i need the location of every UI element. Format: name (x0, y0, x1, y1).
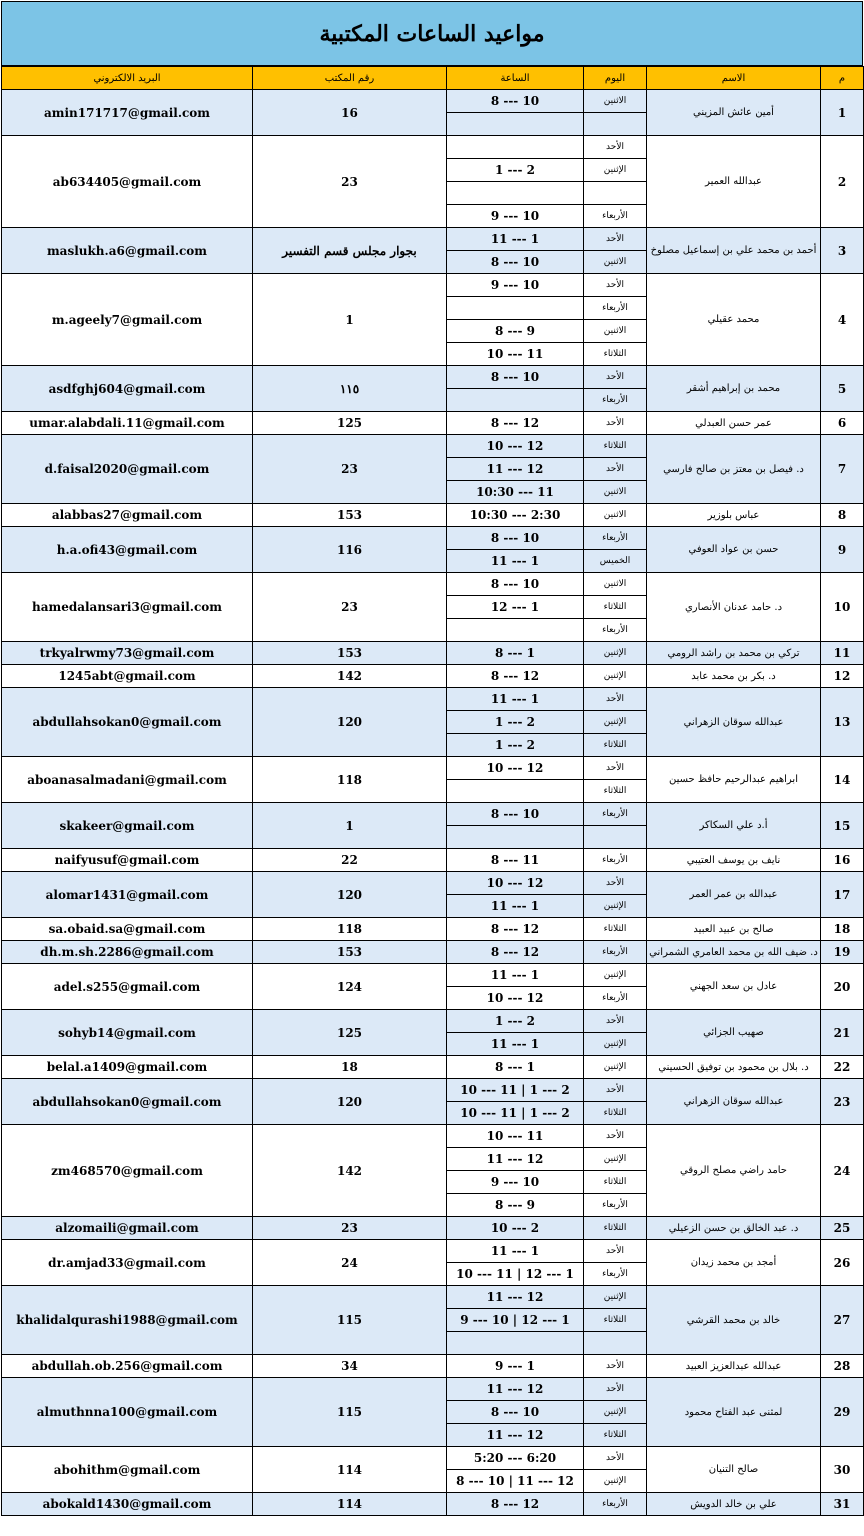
office-cell: 23 (253, 136, 447, 228)
day-cell: الاثنين (584, 481, 647, 504)
table-row (2, 872, 864, 895)
time-cell: 8 --- 12 (447, 412, 584, 435)
index-cell: 25 (821, 1217, 864, 1240)
page-title: مواعيد الساعات المكتبية (319, 20, 545, 47)
day-cell: الأحد (584, 1355, 647, 1378)
day-cell (584, 113, 647, 136)
index-cell: 10 (821, 573, 864, 642)
office-cell: 118 (253, 918, 447, 941)
index-cell: 9 (821, 527, 864, 573)
time-cell (447, 389, 584, 412)
office-cell: 1 (253, 803, 447, 849)
name-cell: أ.د علي السكاكر (647, 803, 821, 849)
name-cell: خالد بن محمد القرشي (647, 1286, 821, 1355)
email-cell: amin171717@gmail.com (2, 90, 253, 136)
time-cell (447, 1332, 584, 1355)
time-cell: 8 --- 10 (447, 90, 584, 113)
time-cell: 10:30 --- 2:30 (447, 504, 584, 527)
table-row (2, 1447, 864, 1470)
index-cell: 17 (821, 872, 864, 918)
index-cell: 19 (821, 941, 864, 964)
day-cell: الإثنين (584, 895, 647, 918)
time-cell: 12 --- 1 (447, 596, 584, 619)
time-cell: 10 --- 11 (447, 1125, 584, 1148)
time-cell: 8 --- 10 (447, 1401, 584, 1424)
index-cell: 26 (821, 1240, 864, 1286)
table-row (2, 1125, 864, 1148)
office-cell: 118 (253, 757, 447, 803)
day-cell: الأحد (584, 1447, 647, 1470)
name-cell: عبدالله بن عمر العمر (647, 872, 821, 918)
table-row (2, 803, 864, 826)
email-cell: abdullah.ob.256@gmail.com (2, 1355, 253, 1378)
time-cell: 8 --- 1 (447, 1056, 584, 1079)
day-cell: الأحد (584, 1240, 647, 1263)
table-row (2, 136, 864, 159)
day-cell: الأحد (584, 1010, 647, 1033)
office-cell: 153 (253, 504, 447, 527)
name-cell: عبدالله سوقان الزهراني (647, 1079, 821, 1125)
time-cell (447, 182, 584, 205)
day-cell: الأربعاء (584, 389, 647, 412)
time-cell: 10 --- 11 | 12 --- 1 (447, 1263, 584, 1286)
table-row (2, 918, 864, 941)
email-cell: h.a.ofi43@gmail.com (2, 527, 253, 573)
name-cell: عادل بن سعد الجهني (647, 964, 821, 1010)
email-cell: abohithm@gmail.com (2, 1447, 253, 1493)
day-cell: الثلاثاء (584, 1309, 647, 1332)
day-cell: الإثنين (584, 1470, 647, 1493)
time-cell: 11 --- 12 (447, 1286, 584, 1309)
name-cell: عباس بلوزير (647, 504, 821, 527)
index-cell: 5 (821, 366, 864, 412)
email-cell: aboanasalmadani@gmail.com (2, 757, 253, 803)
index-cell: 23 (821, 1079, 864, 1125)
time-cell: 5:20 --- 6:20 (447, 1447, 584, 1470)
email-cell: m.ageely7@gmail.com (2, 274, 253, 366)
index-cell: 11 (821, 642, 864, 665)
time-cell: 8 --- 12 (447, 918, 584, 941)
name-cell: عبدالله العمير (647, 136, 821, 228)
office-cell: 125 (253, 412, 447, 435)
name-cell: أمين عائش المزيني (647, 90, 821, 136)
office-cell: 153 (253, 941, 447, 964)
time-cell: 8 --- 10 (447, 251, 584, 274)
day-cell: الثلاثاء (584, 343, 647, 366)
time-cell: 11 --- 12 (447, 1378, 584, 1401)
day-cell: الأحد (584, 1079, 647, 1102)
time-cell: 9 --- 10 (447, 1171, 584, 1194)
office-cell: 23 (253, 1217, 447, 1240)
time-cell (447, 136, 584, 159)
time-cell: 9 --- 10 (447, 274, 584, 297)
time-cell: 11 --- 1 (447, 1033, 584, 1056)
day-cell: الثلاثاء (584, 435, 647, 458)
table-row (2, 1355, 864, 1378)
index-cell: 22 (821, 1056, 864, 1079)
time-cell: 11 --- 1 (447, 688, 584, 711)
office-cell: 1 (253, 274, 447, 366)
day-cell: الأحد (584, 1378, 647, 1401)
index-cell: 14 (821, 757, 864, 803)
email-cell: 1245abt@gmail.com (2, 665, 253, 688)
time-cell: 9 --- 10 (447, 205, 584, 228)
day-cell: الثلاثاء (584, 1171, 647, 1194)
table-row (2, 941, 864, 964)
header-day: اليوم (584, 67, 647, 90)
index-cell: 24 (821, 1125, 864, 1217)
day-cell: الثلاثاء (584, 1217, 647, 1240)
email-cell: naifyusuf@gmail.com (2, 849, 253, 872)
day-cell: الأحد (584, 757, 647, 780)
day-cell: الثلاثاء (584, 596, 647, 619)
office-cell: 116 (253, 527, 447, 573)
day-cell: الأحد (584, 228, 647, 251)
time-cell: 11 --- 1 (447, 1240, 584, 1263)
time-cell (447, 113, 584, 136)
time-cell: 8 --- 12 (447, 665, 584, 688)
email-cell: ab634405@gmail.com (2, 136, 253, 228)
day-cell (584, 182, 647, 205)
time-cell: 8 --- 10 (447, 803, 584, 826)
table-row (2, 642, 864, 665)
time-cell: 10 --- 12 (447, 435, 584, 458)
header-name: الاسم (647, 67, 821, 90)
day-cell: الإثنين (584, 1033, 647, 1056)
table-row (2, 1493, 864, 1516)
email-cell: asdfghj604@gmail.com (2, 366, 253, 412)
name-cell: صالح بن عبيد العبيد (647, 918, 821, 941)
time-cell: 8 --- 12 (447, 1493, 584, 1516)
table-row (2, 964, 864, 987)
day-cell: الأحد (584, 688, 647, 711)
name-cell: صالح التنيان (647, 1447, 821, 1493)
office-cell: 34 (253, 1355, 447, 1378)
time-cell: 10 --- 12 (447, 872, 584, 895)
name-cell: د. فيصل بن معتز بن صالح فارسي (647, 435, 821, 504)
name-cell: محمد عقيلي (647, 274, 821, 366)
day-cell: الأربعاء (584, 1493, 647, 1516)
name-cell: عبدالله عبدالعزيز العبيد (647, 1355, 821, 1378)
email-cell: sohyb14@gmail.com (2, 1010, 253, 1056)
email-cell: adel.s255@gmail.com (2, 964, 253, 1010)
time-cell: 1 --- 2 (447, 159, 584, 182)
day-cell: الأحد (584, 136, 647, 159)
office-cell: 142 (253, 665, 447, 688)
name-cell: محمد بن إبراهيم أشقر (647, 366, 821, 412)
name-cell: صهيب الجزائي (647, 1010, 821, 1056)
time-cell: 11 --- 1 (447, 228, 584, 251)
office-cell: 22 (253, 849, 447, 872)
name-cell: أحمد بن محمد علي بن إسماعيل مصلوخ (647, 228, 821, 274)
day-cell: الأربعاء (584, 941, 647, 964)
index-cell: 8 (821, 504, 864, 527)
day-cell: الثلاثاء (584, 1424, 647, 1447)
table-row (2, 1378, 864, 1401)
table-row (2, 1286, 864, 1309)
time-cell (447, 619, 584, 642)
table-row (2, 665, 864, 688)
table-row (2, 1217, 864, 1240)
name-cell: علي بن خالد الدويش (647, 1493, 821, 1516)
name-cell: د. بكر بن محمد عابد (647, 665, 821, 688)
table-row (2, 228, 864, 251)
table-row (2, 849, 864, 872)
time-cell: 8 --- 10 (447, 573, 584, 596)
name-cell: د. ضيف الله بن محمد العامري الشمراني (647, 941, 821, 964)
index-cell: 1 (821, 90, 864, 136)
office-cell: 114 (253, 1447, 447, 1493)
index-cell: 20 (821, 964, 864, 1010)
name-cell: تركي بن محمد بن راشد الرومي (647, 642, 821, 665)
office-hours-table (1, 66, 864, 1516)
time-cell: 10 --- 12 (447, 757, 584, 780)
table-row (2, 527, 864, 550)
time-cell: 8 --- 10 (447, 366, 584, 389)
office-cell: 153 (253, 642, 447, 665)
email-cell: umar.alabdali.11@gmail.com (2, 412, 253, 435)
time-cell: 1 --- 2 (447, 711, 584, 734)
table-row (2, 1079, 864, 1102)
time-cell (447, 826, 584, 849)
day-cell: الأربعاء (584, 987, 647, 1010)
header-index: م (821, 67, 864, 90)
day-cell: الأربعاء (584, 619, 647, 642)
index-cell: 13 (821, 688, 864, 757)
email-cell: maslukh.a6@gmail.com (2, 228, 253, 274)
email-cell: zm468570@gmail.com (2, 1125, 253, 1217)
office-cell: 18 (253, 1056, 447, 1079)
day-cell: الأربعاء (584, 297, 647, 320)
email-cell: sa.obaid.sa@gmail.com (2, 918, 253, 941)
day-cell: الإثنين (584, 642, 647, 665)
time-cell: 1 --- 2 (447, 734, 584, 757)
day-cell: الأحد (584, 1125, 647, 1148)
email-cell: alzomaili@gmail.com (2, 1217, 253, 1240)
index-cell: 4 (821, 274, 864, 366)
time-cell: 1 --- 2 (447, 1010, 584, 1033)
time-cell: 8 --- 10 (447, 527, 584, 550)
day-cell: الاثنين (584, 320, 647, 343)
time-cell: 10 --- 11 (447, 343, 584, 366)
table-row (2, 366, 864, 389)
email-cell: almuthnna100@gmail.com (2, 1378, 253, 1447)
day-cell: الاثنين (584, 573, 647, 596)
day-cell: الخميس (584, 550, 647, 573)
time-cell: 8 --- 11 (447, 849, 584, 872)
header-row (2, 67, 864, 90)
title-bar (1, 1, 863, 66)
day-cell: الأحد (584, 412, 647, 435)
office-cell: 115 (253, 1378, 447, 1447)
name-cell: حامد راضي مصلح الروقي (647, 1125, 821, 1217)
day-cell: الإثنين (584, 1148, 647, 1171)
name-cell: د. بلال بن محمود بن توفيق الحسيني (647, 1056, 821, 1079)
day-cell: الاثنين (584, 504, 647, 527)
time-cell: 10:30 --- 11 (447, 481, 584, 504)
day-cell: الإثنين (584, 1401, 647, 1424)
index-cell: 3 (821, 228, 864, 274)
day-cell: الأحد (584, 872, 647, 895)
time-cell: 9 --- 1 (447, 1355, 584, 1378)
day-cell: الثلاثاء (584, 918, 647, 941)
office-cell: 114 (253, 1493, 447, 1516)
index-cell: 16 (821, 849, 864, 872)
email-cell: trkyalrwmy73@gmail.com (2, 642, 253, 665)
office-cell: 142 (253, 1125, 447, 1217)
day-cell: الأربعاء (584, 849, 647, 872)
day-cell (584, 1332, 647, 1355)
index-cell: 31 (821, 1493, 864, 1516)
office-cell: 125 (253, 1010, 447, 1056)
table-row (2, 504, 864, 527)
day-cell: الأحد (584, 458, 647, 481)
day-cell: الإثنين (584, 665, 647, 688)
email-cell: dh.m.sh.2286@gmail.com (2, 941, 253, 964)
office-cell: 16 (253, 90, 447, 136)
time-cell: 11 --- 12 (447, 458, 584, 481)
time-cell: 8 --- 1 (447, 642, 584, 665)
email-cell: abokald1430@gmail.com (2, 1493, 253, 1516)
time-cell: 11 --- 12 (447, 1424, 584, 1447)
table-row (2, 1240, 864, 1263)
index-cell: 6 (821, 412, 864, 435)
table-row (2, 688, 864, 711)
table-row (2, 573, 864, 596)
email-cell: hamedalansari3@gmail.com (2, 573, 253, 642)
day-cell: الأحد (584, 366, 647, 389)
name-cell: د. حامد عدنان الأنصاري (647, 573, 821, 642)
index-cell: 7 (821, 435, 864, 504)
office-cell: ١١٥ (253, 366, 447, 412)
name-cell: لمثنى عبد الفتاح محمود (647, 1378, 821, 1447)
time-cell: 10 --- 12 (447, 987, 584, 1010)
table-body (2, 90, 864, 1516)
office-cell: 120 (253, 688, 447, 757)
office-cell: 23 (253, 573, 447, 642)
table-row (2, 274, 864, 297)
header-email: البريد الالكتروني (2, 67, 253, 90)
day-cell: الثلاثاء (584, 734, 647, 757)
index-cell: 28 (821, 1355, 864, 1378)
name-cell: عمر حسن العبدلي (647, 412, 821, 435)
name-cell: أمجد بن محمد زيدان (647, 1240, 821, 1286)
day-cell: الاثنين (584, 251, 647, 274)
name-cell: عبدالله سوقان الزهراني (647, 688, 821, 757)
day-cell: الإثنين (584, 711, 647, 734)
index-cell: 12 (821, 665, 864, 688)
index-cell: 21 (821, 1010, 864, 1056)
time-cell: 9 --- 10 | 12 --- 1 (447, 1309, 584, 1332)
name-cell: حسن بن عواد العوفي (647, 527, 821, 573)
time-cell: 8 --- 10 | 11 --- 12 (447, 1470, 584, 1493)
table-row (2, 1056, 864, 1079)
index-cell: 29 (821, 1378, 864, 1447)
index-cell: 2 (821, 136, 864, 228)
office-cell: 124 (253, 964, 447, 1010)
index-cell: 15 (821, 803, 864, 849)
time-cell: 11 --- 1 (447, 550, 584, 573)
time-cell: 11 --- 1 (447, 895, 584, 918)
office-cell: 120 (253, 1079, 447, 1125)
name-cell: نايف بن يوسف العتيبي (647, 849, 821, 872)
office-cell: 23 (253, 435, 447, 504)
time-cell: 10 --- 11 | 1 --- 2 (447, 1102, 584, 1125)
email-cell: abdullahsokan0@gmail.com (2, 688, 253, 757)
email-cell: skakeer@gmail.com (2, 803, 253, 849)
day-cell: الثلاثاء (584, 1102, 647, 1125)
day-cell: الأحد (584, 274, 647, 297)
table-row (2, 90, 864, 113)
day-cell: الإثنين (584, 964, 647, 987)
table-row (2, 412, 864, 435)
office-cell: بجوار مجلس قسم التفسير (253, 228, 447, 274)
email-cell: alabbas27@gmail.com (2, 504, 253, 527)
office-cell: 24 (253, 1240, 447, 1286)
time-cell (447, 780, 584, 803)
day-cell: الإثنين (584, 1056, 647, 1079)
header-time: الساعة (447, 67, 584, 90)
time-cell: 10 --- 11 | 1 --- 2 (447, 1079, 584, 1102)
email-cell: alomar1431@gmail.com (2, 872, 253, 918)
office-cell: 115 (253, 1286, 447, 1355)
day-cell: الأربعاء (584, 1194, 647, 1217)
day-cell: الأربعاء (584, 527, 647, 550)
name-cell: د. عبد الخالق بن حسن الزعيلي (647, 1217, 821, 1240)
table-row (2, 1010, 864, 1033)
office-cell: 120 (253, 872, 447, 918)
name-cell: ابراهيم عبدالرحيم حافظ حسين (647, 757, 821, 803)
day-cell: الأربعاء (584, 1263, 647, 1286)
email-cell: d.faisal2020@gmail.com (2, 435, 253, 504)
time-cell: 11 --- 12 (447, 1148, 584, 1171)
day-cell: الإثنين (584, 1286, 647, 1309)
index-cell: 30 (821, 1447, 864, 1493)
email-cell: belal.a1409@gmail.com (2, 1056, 253, 1079)
email-cell: dr.amjad33@gmail.com (2, 1240, 253, 1286)
day-cell: الاثنين (584, 90, 647, 113)
day-cell: الأربعاء (584, 205, 647, 228)
day-cell: الثلاثاء (584, 780, 647, 803)
time-cell: 8 --- 9 (447, 1194, 584, 1217)
email-cell: abdullahsokan0@gmail.com (2, 1079, 253, 1125)
email-cell: khalidalqurashi1988@gmail.com (2, 1286, 253, 1355)
index-cell: 27 (821, 1286, 864, 1355)
day-cell: الإثنين (584, 159, 647, 182)
index-cell: 18 (821, 918, 864, 941)
table-row (2, 757, 864, 780)
time-cell: 8 --- 9 (447, 320, 584, 343)
time-cell: 11 --- 1 (447, 964, 584, 987)
time-cell (447, 297, 584, 320)
day-cell (584, 826, 647, 849)
day-cell: الأربعاء (584, 803, 647, 826)
time-cell: 10 --- 2 (447, 1217, 584, 1240)
header-office: رقم المكتب (253, 67, 447, 90)
time-cell: 8 --- 12 (447, 941, 584, 964)
table-row (2, 435, 864, 458)
